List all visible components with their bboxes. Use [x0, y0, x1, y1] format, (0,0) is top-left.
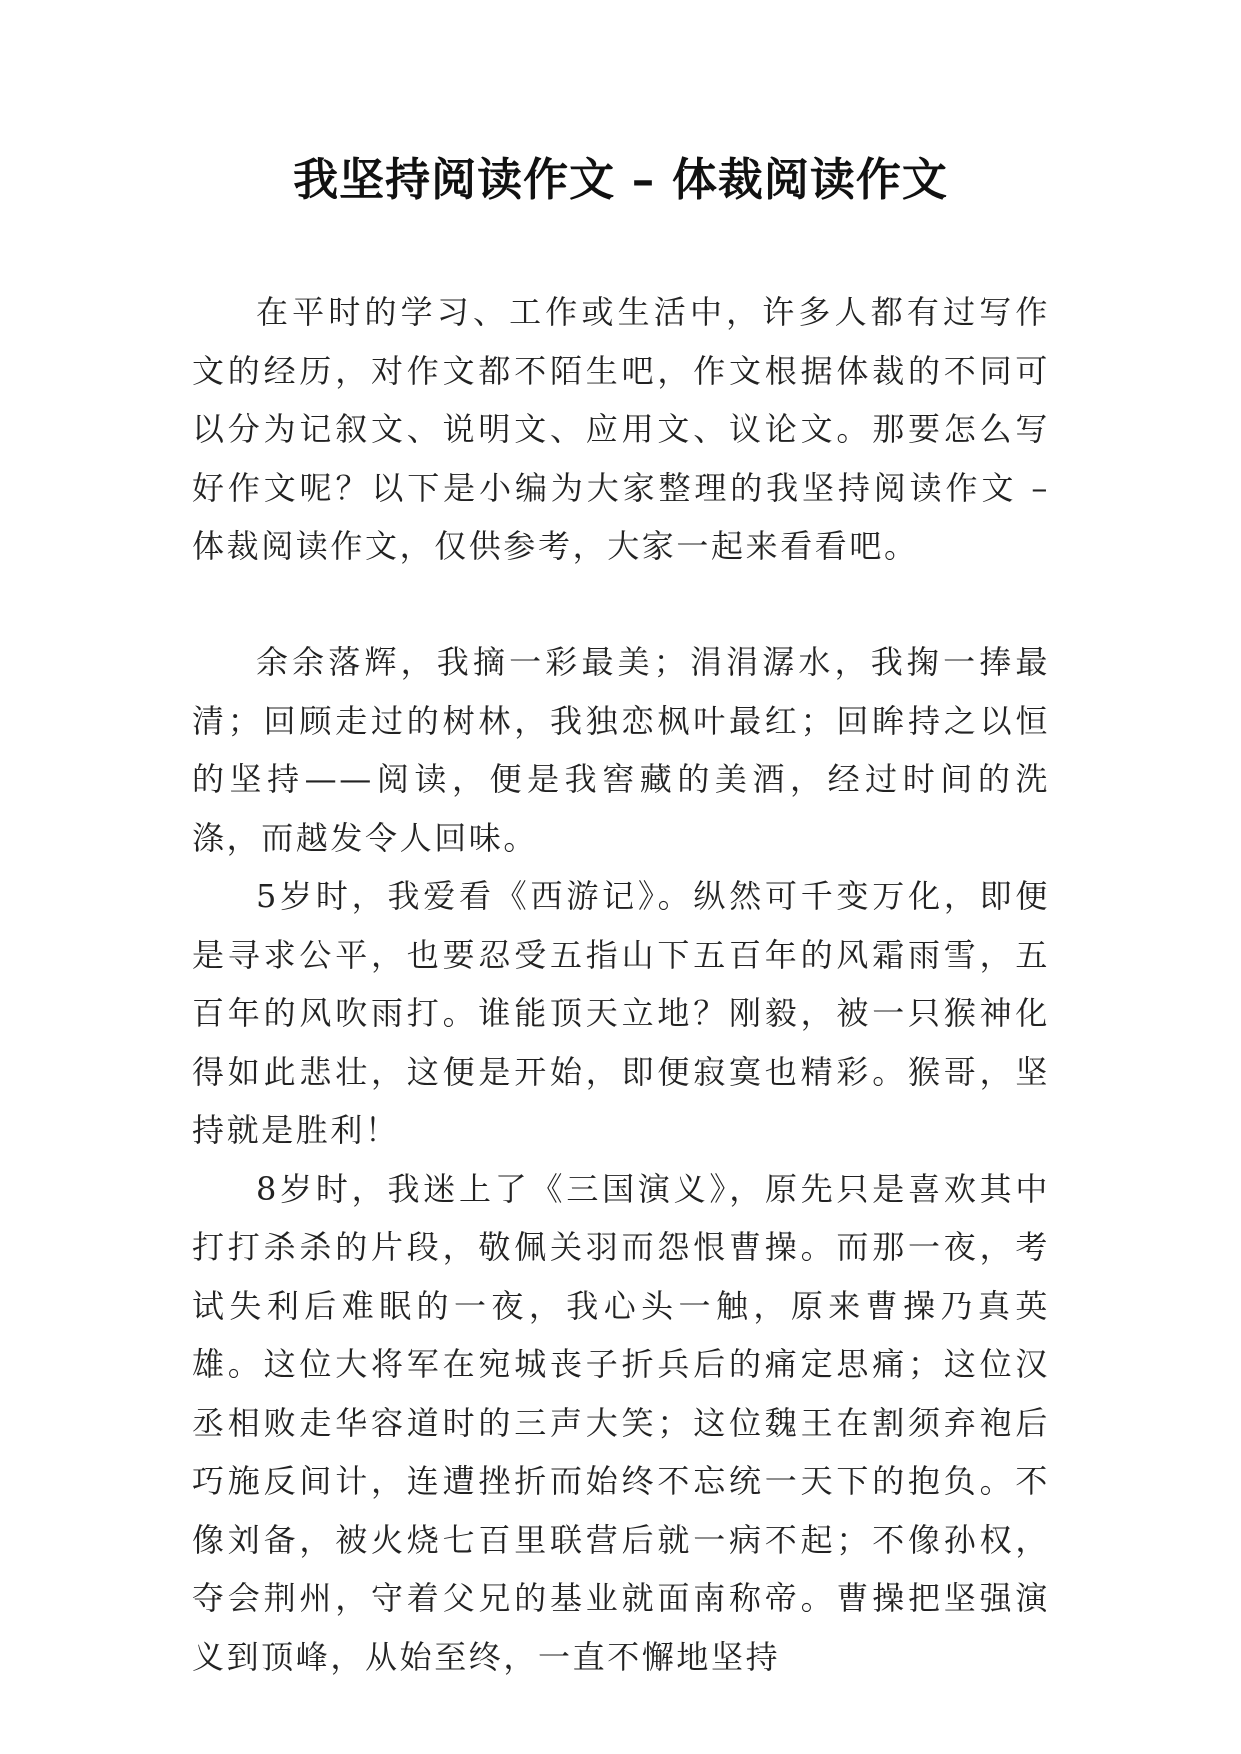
essay-paragraph-3: 8岁时，我迷上了《三国演义》，原先只是喜欢其中打打杀杀的片段，敬佩关羽而怨恨曹操。而那一夜，考试失利后难眠的一夜，我心头一触，原来曹操乃真英雄。这位大将军在宛城丧子折兵后的痛定思痛；这位汉丞相败走华容道时的三声大笑；这位魏王在割须弃袍后巧施反间计，连遭挫折而始终不忘统一天下的抱负。不像刘备，被火烧七百里联营后就一病不起；不像孙权，夺会荆州，守着父兄的基业就面南称帝。曹操把坚强演义到顶峰，从始至终，一直不懈地坚持 [192, 1169, 1050, 1676]
intro-section [192, 283, 1050, 576]
document-title: 我坚持阅读作文 – 体裁阅读作文 [293, 153, 948, 206]
essay-body [192, 633, 1050, 1686]
essay-paragraph-1: 余余落辉，我摘一彩最美；涓涓潺水，我掬一捧最清；回顾走过的树林，我独恋枫叶最红；回眸持之以恒的坚持——阅读，便是我窖藏的美酒，经过时间的洗涤，而越发令人回味。 [192, 643, 1050, 857]
essay-paragraph-2: 5岁时，我爱看《西游记》。纵然可千变万化，即便是寻求公平，也要忍受五指山下五百年的风霜雨雪，五百年的风吹雨打。谁能顶天立地？刚毅，被一只猴神化得如此悲壮，这便是开始，即便寂寞也精彩。猴哥，坚持就是胜利！ [192, 877, 1050, 1149]
intro-paragraph: 在平时的学习、工作或生活中，许多人都有过写作文的经历，对作文都不陌生吧，作文根据体裁的不同可以分为记叙文、说明文、应用文、议论文。那要怎么写好作文呢？以下是小编为大家整理的我坚持阅读作文 – 体裁阅读作文，仅供参考，大家一起来看看吧。 [192, 293, 1050, 565]
